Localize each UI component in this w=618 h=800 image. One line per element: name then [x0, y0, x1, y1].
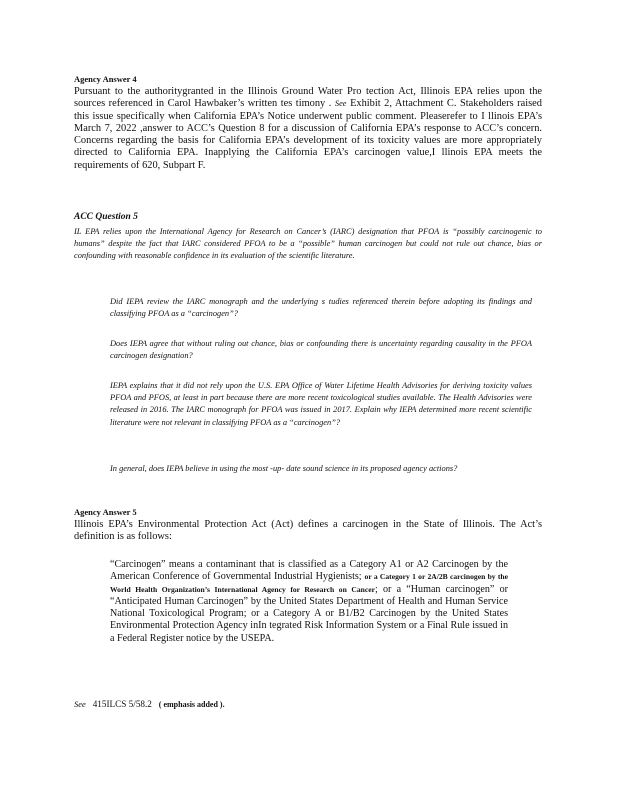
answer-4-text-b: Exhibit 2, Attachment C. Stakeholders raised this issue specifically when California EPA’s Notice underwent public comment. Pleaserefer to I llinois EPA’s March 7, 2022 ,answer to ACC’s Question 8 for a discussion of California EPA’s response to ACC’s concern. Concerns regarding the basis for California EPA’s development of its toxicity values are more appropriately directed to California EPA. Inapplying the California EPA’s carcinogen value,I llinois EPA meets the requirements of 620, Subpart F.: [74, 98, 542, 171]
agency-answer-5-text: Illinois EPA’s Environmental Protection Act (Act) defines a carcinogen in the State of Illinois. The Act’s definition is as follows:: [74, 519, 542, 543]
citation-ref: 415ILCS 5/58.2: [92, 699, 152, 709]
acc-question-5-label: ACC Question 5: [74, 212, 138, 222]
agency-answer-4-label: Agency Answer 4: [74, 74, 137, 84]
question-5-subquestion-1: Did IEPA review the IARC monograph and the underlying s tudies referenced therein before adopting its findings and classifying PFOA as a “carcinogen”?: [110, 297, 532, 319]
citation: [74, 699, 225, 709]
question-5-subquestion-2: Does IEPA agree that without ruling out chance, bias or confounding there is uncertainty regarding causality in the PFOA carcinogen designation?: [110, 339, 532, 361]
quote-part-c: ; or a “Human carcinogen” or “Anticipated Human Carcinogen” by the United States Department of Health and Human Service National Toxicological Program; or a Category A or B1/B2 Carcinogen by the United States Environmental Protection Agency inIn tegrated Risk Information System or a Final Rule issued in a Federal Register notice by the USEPA.: [110, 583, 509, 644]
answer-4-see: See: [334, 99, 347, 109]
question-5-intro: IL EPA relies upon the International Agency for Research on Cancer’s (IARC) designation that PFOA is “possibly carcinogenic to humans” despite the fact that IARC considered PFOA to be a “possible” human carcinogen but could not rule out chance, bias or confounding with reasonable confidence in its evaluation of the scientific literature.: [74, 227, 542, 261]
question-5-subquestion-3: IEPA explains that it did not rely upon the U.S. EPA Office of Water Lifetime Health Advisories for deriving toxicity values PFOA and PFOS, at least in part because there are more recent toxicological studies available. The Health Advisories were released in 2016. The IARC monograph for PFOA was issued in 2017. Explain why IEPA determined more recent scientific literature were not relevant in classifying PFOA as a “carcinogen”?: [110, 381, 532, 427]
answer-4-text-a: Pursuant to the authoritygranted in the Illinois Ground Water Pro tection Act, Illinois EPA relies upon the sources referenced in Carol Hawbaker’s written tes timony .: [74, 86, 542, 110]
quote-part-a: “Carcinogen” means a contaminant that is classified as a Category A1 or A2 Carcinogen by the American Conference of Governmental Industrial Hygienists;: [110, 559, 508, 583]
agency-answer-4-text: [74, 86, 542, 172]
quote-part-b-emphasis: or a Category 1 or 2A/2B carcinogen by the World Health Organization’s International Agency for Research on Cancer: [110, 572, 508, 594]
citation-see: See: [74, 699, 86, 709]
carcinogen-definition-quote: [110, 559, 508, 645]
agency-answer-5-label: Agency Answer 5: [74, 507, 137, 517]
citation-emphasis: ( emphasis added ).: [158, 700, 225, 709]
question-5-subquestion-4: In general, does IEPA believe in using the most -up- date sound science in its proposed agency actions?: [110, 464, 458, 473]
